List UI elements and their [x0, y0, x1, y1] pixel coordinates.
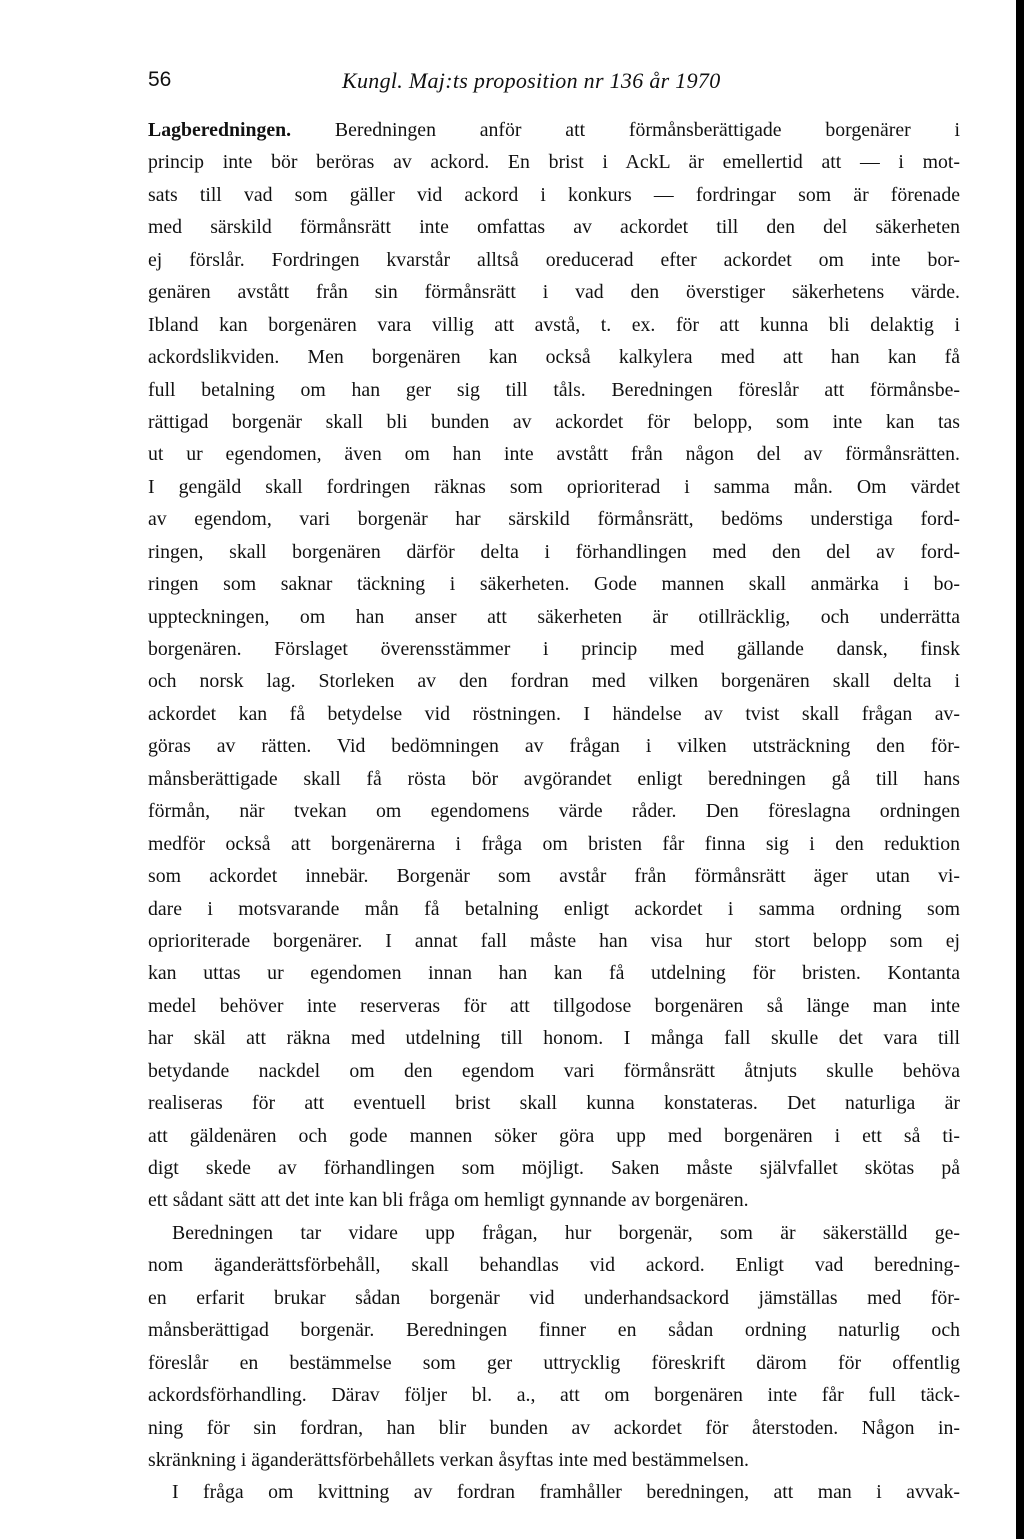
text-line: förmån, när tvekan om egendomens värde råder. Den föreslagna ordningen	[148, 800, 960, 823]
text-line: ackordsförhandling. Därav följer bl. a., att om borgenären inte får full täck-	[148, 1384, 960, 1407]
text-line: göras av rätten. Vid bedömningen av frågan i vilken utsträckning den för-	[148, 735, 960, 758]
text-line: med särskild förmånsrätt inte omfattas av ackordet till den del säkerheten	[148, 216, 960, 239]
running-title: Kungl. Maj:ts proposition nr 136 år 1970	[342, 68, 721, 93]
text-line: dare i motsvarande mån få betalning enligt ackordet i samma ordning som	[148, 897, 960, 920]
text-line: Beredningen tar vidare upp frågan, hur borgenär, som är säkerställd ge-	[172, 1221, 960, 1244]
text-line: Ibland kan borgenären vara villig att avstå, t. ex. för att kunna bli delaktig i	[148, 313, 960, 336]
text-line: av egendom, vari borgenär har särskild förmånsrätt, bedöms understiga ford-	[148, 508, 960, 531]
text-line: betydande nackdel om den egendom vari förmånsrätt åtnjuts skulle behöva	[148, 1059, 960, 1082]
text-line: genären avstått från sin förmånsrätt i vad den överstiger säkerhetens värde.	[148, 281, 960, 304]
body-text	[148, 114, 960, 1509]
text-line: ackordet kan få betydelse vid röstningen. I händelse av tvist skall frågan av-	[148, 702, 960, 725]
text-line: kan uttas ur egendomen innan han kan få utdelning för bristen. Kontanta	[148, 962, 960, 985]
text-line: sats till vad som gäller vid ackord i konkurs — fordringar som är förenade	[148, 183, 960, 206]
text-line	[148, 114, 960, 146]
text-line: föreslår en bestämmelse som ger uttrycklig föreskrift därom för offentlig	[148, 1351, 960, 1374]
text-line: digt skede av förhandlingen som möjligt. Saken måste självfallet skötas på	[148, 1157, 960, 1179]
text-line: uppteckningen, om han anser att säkerheten är otillräcklig, och underrätta	[148, 605, 960, 628]
text-line: ett sådant sätt att det inte kan bli fråga om hemligt gynnande av borgenären.	[148, 1189, 749, 1212]
text-line: som ackordet innebär. Borgenär som avstår från förmånsrätt äger utan vi-	[148, 865, 960, 888]
text-line: I gengäld skall fordringen räknas som oprioriterad i samma mån. Om värdet	[148, 475, 960, 498]
page-number: 56	[148, 68, 172, 91]
text-line: princip inte bör beröras av ackord. En brist i AckL är emellertid att — i mot-	[148, 151, 960, 174]
text-line: en erfarit brukar sådan borgenär vid underhandsackord jämställas med för-	[148, 1286, 960, 1309]
text-line: ackordslikviden. Men borgenären kan också kalkylera med att han kan få	[148, 346, 960, 369]
page-header	[148, 68, 960, 98]
text-line: oprioriterade borgenärer. I annat fall måste han visa hur stort belopp som ej	[148, 929, 960, 952]
text-line: ut ur egendomen, även om han inte avstått från någon del av förmånsrätten.	[148, 443, 960, 466]
text-line: ringen som saknar täckning i säkerheten. Gode mannen skall anmärka i bo-	[148, 573, 960, 596]
text-line: rättigad borgenär skall bli bunden av ackordet för belopp, som inte kan tas	[148, 410, 960, 433]
text-line: och norsk lag. Storleken av den fordran med vilken borgenären skall delta i	[148, 670, 960, 693]
text-line: medel behöver inte reserveras för att tillgodose borgenären så länge man inte	[148, 994, 960, 1017]
text-line: ning för sin fordran, han blir bunden av ackordet för återstoden. Någon in-	[148, 1416, 960, 1439]
text-line: nom äganderättsförbehåll, skall behandlas vid ackord. Enligt vad beredning-	[148, 1254, 960, 1277]
text-line: att gäldenären och gode mannen söker göra upp med borgenären i ett så ti-	[148, 1124, 960, 1147]
text-line: ej förslår. Fordringen kvarstår alltså oreducerad efter ackordet om inte bor-	[148, 248, 960, 271]
text-line: full betalning om han ger sig till tåls. Beredningen föreslår att förmånsbe-	[148, 378, 960, 401]
text-line: månsberättigade skall få rösta bör avgörandet enligt beredningen gå till hans	[148, 767, 960, 790]
text-line-segment: Beredningen anför att förmånsberättigade borgenärer i	[291, 119, 960, 141]
text-line: ringen, skall borgenären därför delta i förhandlingen med den del av ford-	[148, 540, 960, 563]
text-line: månsberättigad borgenär. Beredningen finner en sådan ordning naturlig och	[148, 1319, 960, 1342]
text-line: skränkning i äganderättsförbehållets verkan åsyftas inte med bestämmelsen.	[148, 1448, 749, 1471]
text-line: realiseras för att eventuell brist skall kunna konstateras. Det naturliga är	[148, 1092, 960, 1115]
text-line: har skäl att räkna med utdelning till honom. I många fall skulle det vara till	[148, 1027, 960, 1050]
text-line: borgenären. Förslaget överensstämmer i princip med gällande dansk, finsk	[148, 638, 960, 660]
text-line: I fråga om kvittning av fordran framhåller beredningen, att man i avvak-	[172, 1481, 960, 1504]
paragraph-lead-in: Lagberedningen.	[148, 119, 292, 141]
text-line: medför också att borgenärerna i fråga om bristen får finna sig i den reduktion	[148, 832, 960, 855]
